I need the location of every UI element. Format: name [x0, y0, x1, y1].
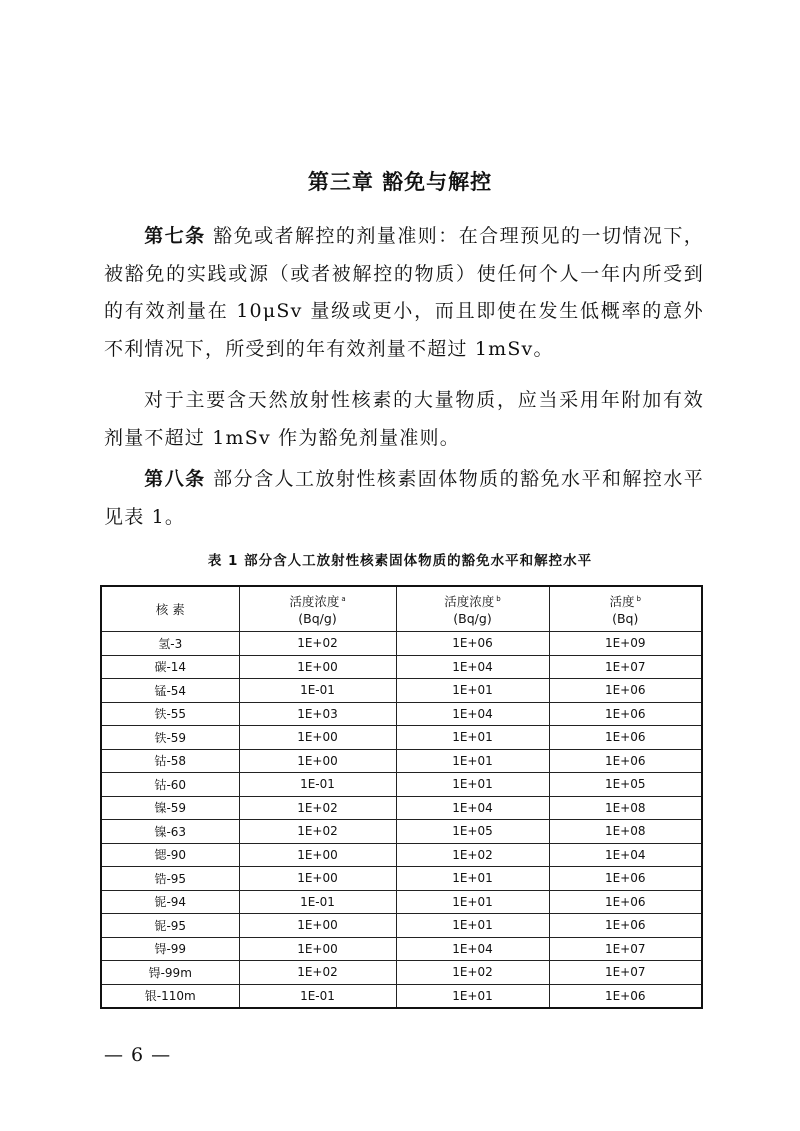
table-row — [101, 796, 702, 820]
table-cell: 1E+05 — [396, 820, 549, 844]
table-cell: 锶-90 — [101, 843, 239, 867]
table-cell: 1E+01 — [396, 890, 549, 914]
header-activity: 活度 $^b$ (Bq) — [549, 586, 702, 632]
article-7-paragraph-2: 对于主要含天然放射性核素的大量物质，应当采用年附加有效剂量不超过 1mSv 作为豁免剂量准则。 — [104, 389, 704, 449]
table-cell: 1E+06 — [549, 914, 702, 938]
table-header-row — [101, 586, 702, 632]
table-cell: 1E+00 — [239, 867, 396, 891]
table-cell: 1E+07 — [549, 937, 702, 961]
table-cell: 1E+08 — [549, 820, 702, 844]
article-7-lead: 第七条 — [144, 225, 206, 247]
table-cell: 1E+04 — [549, 843, 702, 867]
table-cell: 1E+04 — [396, 655, 549, 679]
table-cell: 1E+00 — [239, 914, 396, 938]
table-cell: 1E-01 — [239, 984, 396, 1008]
table-cell: 1E+00 — [239, 843, 396, 867]
table-row — [101, 655, 702, 679]
header-activity-concentration-clearance: 活度浓度 $^b$ (Bq/g) — [396, 586, 549, 632]
table-cell: 1E+09 — [549, 632, 702, 656]
table-cell: 1E+04 — [396, 702, 549, 726]
table-cell: 1E+08 — [549, 796, 702, 820]
chapter-title: 第三章 豁免与解控 — [307, 170, 493, 194]
article-8-paragraph — [104, 461, 704, 536]
table-row — [101, 773, 702, 797]
table-cell: 钴-60 — [101, 773, 239, 797]
table-row — [101, 890, 702, 914]
table-cell: 1E+06 — [549, 702, 702, 726]
article-7-paragraph — [104, 218, 704, 368]
table-row — [101, 937, 702, 961]
page-number: — 6 — — [104, 1044, 172, 1066]
table-cell: 1E+06 — [549, 984, 702, 1008]
table-cell: 1E+01 — [396, 773, 549, 797]
table-cell: 锝-99m — [101, 961, 239, 985]
table-row — [101, 679, 702, 703]
table-cell: 铁-55 — [101, 702, 239, 726]
article-8-lead: 第八条 — [144, 468, 206, 490]
table-cell: 锆-95 — [101, 867, 239, 891]
table-cell: 碳-14 — [101, 655, 239, 679]
table-cell: 钴-58 — [101, 749, 239, 773]
table-row — [101, 961, 702, 985]
table-row — [101, 632, 702, 656]
article-8-text: 部分含人工放射性核素固体物质的豁免水平和解控水平见表 1。 — [104, 468, 704, 528]
table-cell: 1E+00 — [239, 937, 396, 961]
table-cell: 1E+04 — [396, 796, 549, 820]
table-cell: 镍-63 — [101, 820, 239, 844]
table-row — [101, 867, 702, 891]
table-cell: 1E+01 — [396, 984, 549, 1008]
table-cell: 1E+06 — [549, 679, 702, 703]
table-cell: 氢-3 — [101, 632, 239, 656]
table-cell: 1E+02 — [239, 632, 396, 656]
table-row — [101, 984, 702, 1008]
exemption-levels-table — [100, 585, 703, 1009]
table-cell: 1E+01 — [396, 726, 549, 750]
table-row — [101, 914, 702, 938]
table-cell: 1E+00 — [239, 749, 396, 773]
table-cell: 1E+02 — [239, 961, 396, 985]
table-cell: 1E+04 — [396, 937, 549, 961]
table-cell: 1E+02 — [239, 820, 396, 844]
table-cell: 铌-95 — [101, 914, 239, 938]
table-cell: 1E-01 — [239, 890, 396, 914]
table-cell: 1E+01 — [396, 749, 549, 773]
table-cell: 1E+01 — [396, 679, 549, 703]
header-activity-concentration-exemption: 活度浓度 $^a$ (Bq/g) — [239, 586, 396, 632]
table-row — [101, 726, 702, 750]
table-row — [101, 843, 702, 867]
table-caption: 表 1 部分含人工放射性核素固体物质的豁免水平和解控水平 — [207, 553, 593, 569]
table-cell: 1E+06 — [549, 890, 702, 914]
table-cell: 锝-99 — [101, 937, 239, 961]
table-cell: 1E+06 — [549, 867, 702, 891]
table-cell: 1E+02 — [396, 961, 549, 985]
table-cell: 1E-01 — [239, 679, 396, 703]
table-cell: 1E+02 — [396, 843, 549, 867]
header-nuclide: 核 素 — [101, 586, 239, 632]
table-cell: 1E+00 — [239, 726, 396, 750]
table-cell: 1E+02 — [239, 796, 396, 820]
table-cell: 1E+07 — [549, 961, 702, 985]
table-cell: 1E+06 — [549, 726, 702, 750]
article-7-text: 豁免或者解控的剂量准则：在合理预见的一切情况下，被豁免的实践或源（或者被解控的物质）使任何个人一年内所受到的有效剂量在 10μSv 量级或更小，而且即使在发生低概率的意外不利情况下，所受到的年有效剂量不超过 1mSv。 — [104, 225, 704, 360]
table-cell: 银-110m — [101, 984, 239, 1008]
table-cell: 铁-59 — [101, 726, 239, 750]
table-cell: 镍-59 — [101, 796, 239, 820]
table-cell: 1E+01 — [396, 867, 549, 891]
table-cell: 锰-54 — [101, 679, 239, 703]
table-cell: 1E+06 — [396, 632, 549, 656]
table-cell: 1E-01 — [239, 773, 396, 797]
table-cell: 1E+05 — [549, 773, 702, 797]
table-cell: 铌-94 — [101, 890, 239, 914]
table-row — [101, 820, 702, 844]
table-cell: 1E+07 — [549, 655, 702, 679]
table-cell: 1E+06 — [549, 749, 702, 773]
table-row — [101, 702, 702, 726]
table-cell: 1E+01 — [396, 914, 549, 938]
table-cell: 1E+00 — [239, 655, 396, 679]
table-cell: 1E+03 — [239, 702, 396, 726]
table-row — [101, 749, 702, 773]
